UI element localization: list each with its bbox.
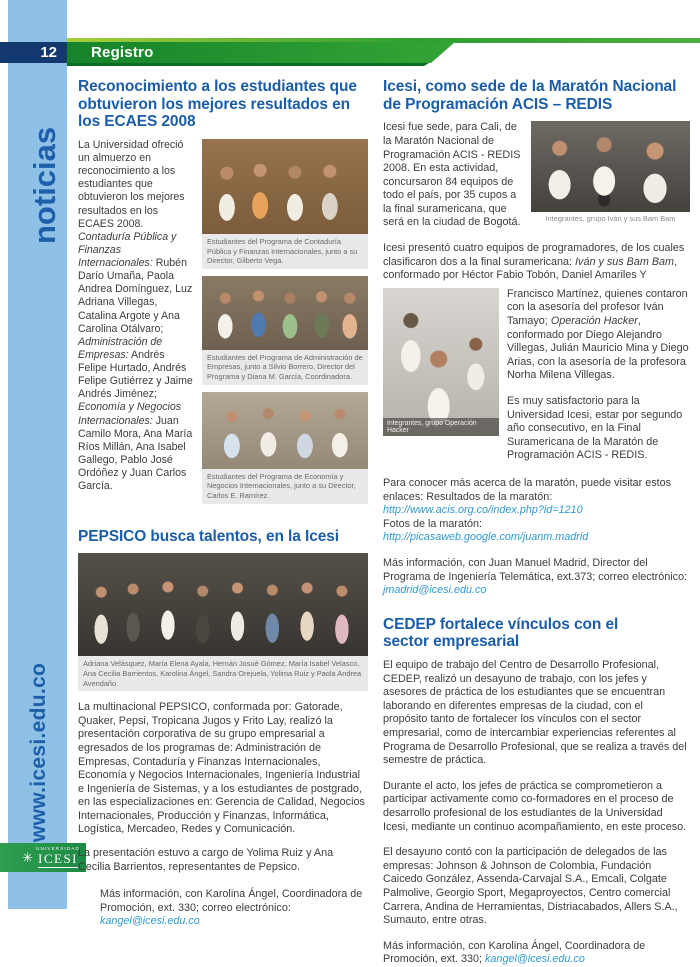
section-title: Registro: [91, 44, 154, 61]
article-maraton-contact: [383, 557, 690, 598]
paragraph-text: Icesi presentó cuatro equipos de programadores, de los cuales clasificaron dos a la final suramericana:: [383, 242, 685, 268]
article-cedep-contact: [383, 940, 690, 967]
article-maraton-links: [383, 477, 690, 545]
left-column: [78, 78, 368, 967]
photo-figure-economia: [202, 392, 368, 504]
email-link-jmadrid[interactable]: jmadrid@icesi.edu.co: [383, 584, 487, 597]
sidebar-section-label: noticias: [27, 126, 62, 244]
photo-caption: Estudiantes del Programa de Administración de Empresas, junto a Silvio Borrero, Director del Programa y Diana M. García, Coordinadora.: [202, 350, 368, 385]
article-pepsico: [78, 528, 368, 929]
program-name: Administración de Empresas:: [78, 335, 163, 361]
photo-administracion: [202, 276, 368, 350]
contact-text: Más información, con Juan Manuel Madrid, Director del Programa de Ingeniería Telemática, ext.373; correo electrónico:: [383, 556, 688, 583]
article-ecaes-winners: [78, 231, 195, 494]
article-cedep-paragraph-3: El desayuno contó con la participación de delegados de las empresas: Johnson & Johnson de Colombia, Fundación Caicedo González, Assenda-Carvajal S.A., Emcali, Colgate Palmolive, Georgio Sport, Megaproyectos, Centro comercial Carrera, Andina de Herramientas, Distriacabados, Allers S.A., Sumauto, entre otras.: [383, 846, 678, 927]
article-maraton-paragraph-2-cont: [507, 288, 690, 383]
program-winners: Andrés Felipe Hurtado, Andrés Felipe Gutiérrez y Jaime Andrés Jiménez;: [78, 348, 193, 401]
article-maraton-title: Icesi, como sede de la Maratón Nacional de Programación ACIS – REDIS: [383, 78, 677, 113]
article-pepsico-title: PEPSICO busca talentos, en la Icesi: [78, 527, 339, 545]
photo-caption: Integrantes, grupo Operación Hacker: [383, 418, 499, 436]
article-cedep-paragraph-2: Durante el acto, los jefes de práctica se comprometieron a participar activamente como co-formadores en el proceso de desarrollo profesional de los estudiantes de la Universidad Icesi, mediante un continuo acompañamiento, en este proceso.: [383, 779, 687, 833]
photo-contaduria: [202, 139, 368, 234]
paragraph-text: , conformado por Héctor Fabio Tobón, Daniel Amariles Y: [383, 255, 678, 282]
program-winners: Juan Camilo Mora, Ana María Ríos Millán, Ana Isabel Gallego, Pablo José Ordóñez y Juan Carlos García.: [78, 414, 193, 493]
article-ecaes-photo-stack: [202, 139, 368, 504]
article-pepsico-paragraph-2: La presentación estuvo a cargo de Yolima Ruiz y Ana Cecilia Barrientos, representantes de Pepsico.: [78, 847, 334, 873]
paragraph-text: , conformado por Diego Alejandro Villegas, Julián Mauricio Mina y Diego Arias, con la asesoría de la profesora Norha Milena Villegas.: [507, 315, 689, 382]
article-maraton: [383, 78, 690, 598]
article-pepsico-paragraph-1: La multinacional PEPSICO, conformada por: Gatorade, Quaker, Pepsi, Tropicana Jugos y Frito Lay, realizó la presentación corporativa de su grupo empresarial a egresados de los programas de: Administración de Empresas, Contaduría y Finanzas Internacionales, Economía y Negocios Internacionales, Ingeniería Industrial e Ingeniería de Sistemas, y a los estudiantes de postgrado, en las especializaciones en: Gerencia de Calidad, Negocios Internacionales, Producción y Finanzas, Informática, Logística, Mercadeo, Redes y Comunicación.: [78, 701, 365, 836]
team-name: Operación Hacker: [550, 315, 638, 328]
photo-pepsico: [78, 553, 368, 656]
photos-link[interactable]: http://picasaweb.google.com/juanm.madrid: [383, 531, 589, 544]
header-green-underline: [67, 63, 429, 66]
contact-text: Más información, con Karolina Ángel, Coordinadora de Promoción, ext. 330;: [383, 939, 646, 966]
icesi-logo-band: [0, 843, 86, 872]
article-maraton-paragraph-2: [383, 242, 690, 283]
article-cedep: [383, 616, 690, 967]
article-ecaes-intro: La Universidad ofreció un almuerzo en reconocimiento a los estudiantes que obtuvieron los mejores resultados en los ECAES 2008.: [78, 138, 185, 230]
email-link-kangel[interactable]: kangel@icesi.edu.co: [100, 915, 200, 928]
photo-hacker: [383, 288, 499, 436]
photo-figure-bambam: [531, 121, 690, 230]
photo-caption: Estudiantes del Programa de Contaduría Pública y Finanzas Internacionales, junto a su Director, Gilberto Vega.: [202, 234, 368, 269]
photo-economia: [202, 392, 368, 469]
article-ecaes-body: [78, 139, 195, 504]
email-link-kangel-2[interactable]: kangel@icesi.edu.co: [485, 953, 585, 966]
program-name: Contaduría Pública y Finanzas Internacionales:: [78, 230, 177, 270]
article-maraton-paragraph-3: Es muy satisfactorio para la Universidad Icesi, estar por segundo año consecutivo, en la Final Suramericana de la Maratón de Programación ACIS - REDIS.: [507, 395, 683, 462]
article-ecaes-title: Reconocimiento a los estudiantes que obtuvieron los mejores resultados en los ECAES 2008: [78, 78, 357, 131]
right-column: [383, 78, 690, 967]
photo-caption: Integrantes, grupo Iván y sus Bam Bam: [545, 214, 676, 224]
photo-caption: Estudiantes del Programa de Economía y Negocios Internacionales, junto a su Director, Carlos E. Ramírez.: [202, 469, 368, 504]
article-cedep-paragraph-1: El equipo de trabajo del Centro de Desarrollo Profesional, CEDEP, realizó un desayuno de trabajo, con los jefes y asesores de práctica de los estudiantes que se encuentran laborando en diferentes empresas de la ciudad, con el propósito tanto de fortalecer los vínculos con el sector empresarial, como de intercambiar experiencias referentes al Programa de Desarrollo Profesional, que se realiza a través del semestre de práctica.: [383, 659, 687, 767]
photo-figure-contaduria: [202, 139, 368, 269]
program-name: Economía y Negocios Internacionales:: [78, 401, 182, 427]
photo-figure-administracion: [202, 276, 368, 385]
photo-figure-pepsico: [78, 553, 368, 691]
page-number: 12: [0, 42, 67, 63]
article-maraton-paragraph-1: Icesi fue sede, para Cali, de la Maratón Nacional de Programación ACIS - REDIS 2008. En esta actividad, concursaron 84 equipos de todo el país, por 35 cupos a la final suramericana, que será en la ciudad de Bogotá.: [383, 121, 521, 229]
icesi-logo: [36, 847, 80, 868]
program-winners: Rubén Darío Umaña, Paola Andrea Domínguez, Luz Adriana Villegas, Catalina Argote y Ana Carolina Otálvaro;: [78, 257, 193, 335]
photo-figure-hacker: [383, 288, 499, 463]
sidebar-site-url: www.icesi.edu.co: [27, 662, 50, 842]
links-intro: Para conocer más acerca de la maratón, puede visitar estos enlaces: Resultados de la maratón:: [383, 476, 672, 503]
photo-bambam: [531, 121, 690, 212]
article-maraton-wrap-text: [507, 288, 690, 463]
flower-icon: ✳: [22, 850, 34, 865]
photo-caption: Adriana Velásquez, María Elena Ayala, Hernán Josué Gómez, María Isabel Velasco, Ana Cecilia Barrientos, Karolina Ángel, Sandra Orejuela, Yolima Ruiz y Paola Andrea Avendaño.: [78, 656, 368, 691]
team-name: Iván y sus Bam Bam: [575, 255, 675, 268]
photos-link-label: Fotos de la maratón:: [383, 517, 483, 530]
results-link[interactable]: http://www.acis.org.co/index.php?id=1210: [383, 504, 583, 517]
icesi-logo-university-label: UNIVERSIDAD: [36, 845, 80, 851]
icesi-logo-name: ICESI: [38, 851, 79, 867]
contact-text: Más información, con Karolina Ángel, Coordinadora de Promoción, ext. 330; correo electrónico:: [100, 888, 363, 914]
page-content: [78, 78, 690, 967]
article-cedep-title: CEDEP fortalece vínculos con el sector empresarial: [383, 615, 619, 651]
article-ecaes: [78, 78, 368, 504]
paragraph-text: Francisco Martínez, quienes contaron con la asesoría del profesor Iván Tamayo;: [507, 287, 688, 328]
